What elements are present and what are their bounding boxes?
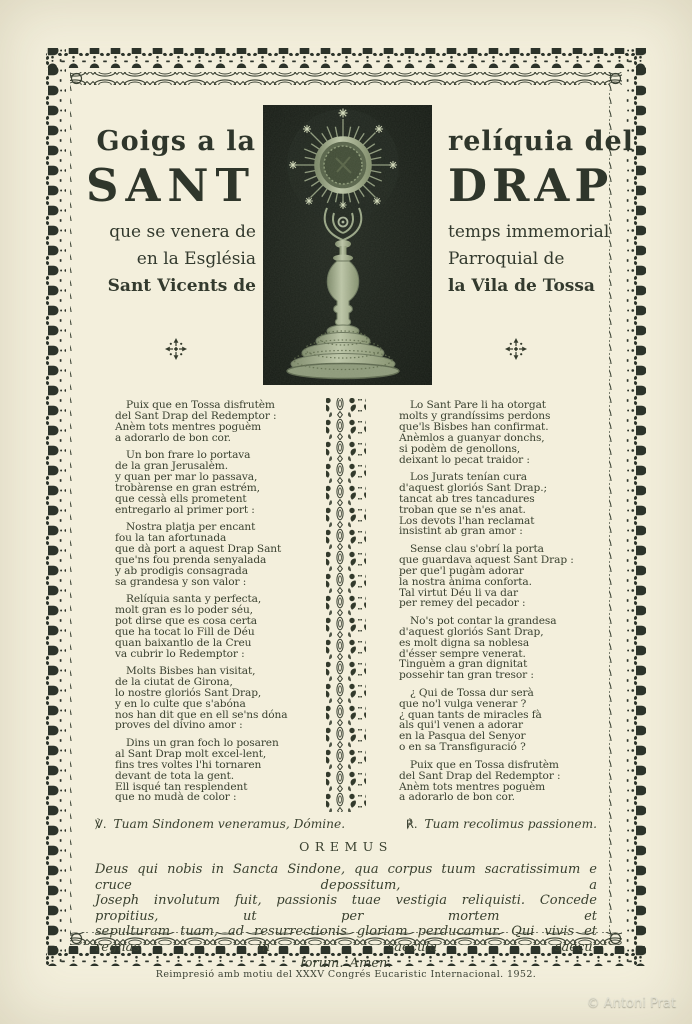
stanza: No's pot contar la grandesa d'aquest gloriós Sant Drap, es molt digna sa noblesa d'ésser sempre venerat. Tinguèm a gran dignitat possehir tan gran tresor : bbox=[399, 614, 557, 682]
title-right-small: relíquia del bbox=[448, 126, 634, 157]
monstrance-photo bbox=[263, 105, 432, 385]
prayer-line: Deus qui nobis in Sancta Sindone, qua corpus tuum sacratissimum e cruce depossitum, a bbox=[95, 862, 597, 893]
versicle-symbol: ℣. bbox=[95, 817, 107, 831]
footer-imprint: Reimpresió amb motiu del XXXV Congrés Eucaristic Internacional. 1952. bbox=[155, 969, 537, 980]
subtitle-left-2: en la Església bbox=[136, 249, 256, 269]
title-left-main: SANT bbox=[85, 159, 256, 212]
versicle-text: Tuam Sindonem veneramus, Dómine. bbox=[113, 817, 346, 831]
versicle-response-row bbox=[95, 817, 597, 831]
stanza: Los Jurats tenían cura d'aquest gloriós Sant Drap.; tancat ab tres tancadures troban que se n'es anat. Los devots l'han reclamat insistint ab gran amor : bbox=[399, 470, 547, 538]
subtitle-left-1: que se venera de bbox=[109, 222, 256, 242]
title-right-main: DRAP bbox=[448, 159, 614, 212]
prayer-line-last: lorum. Amen. bbox=[300, 955, 392, 971]
prayer-line: Joseph involutum fuit, passionis tuae vestigia reliquisti. Concede propitius, ut per mortem et bbox=[95, 893, 597, 924]
stanza: Dins un gran foch lo posaren al Sant Drap molt excel-lent, fins tres voltes l'hi tornaren devant de tota la gent. Ell isqué tan resplendent que no mudà de color : bbox=[115, 736, 279, 804]
prayer-line: sepulturam tuam, ad resurrectionis gloriam perducamur. Qui vivis et regnas in saecula saecu- bbox=[95, 924, 597, 955]
subtitle-right-3: la Vila de Tossa bbox=[448, 276, 595, 296]
title-left-small: Goigs a la bbox=[96, 126, 256, 157]
stanza: Molts Bisbes han visitat, de la ciutat de Girona, lo nostre gloriós Sant Drap, y en lo culte que s'abóna nos han dit que en ell se'ns dóna proves del divino amor : bbox=[115, 664, 288, 732]
stanza: Puix que en Tossa disfrutèm del Sant Drap del Redemptor : Anèm tots mentres poguèm a adorarlo de bon cor. bbox=[399, 758, 561, 804]
header-left-block bbox=[58, 128, 256, 305]
stanza: Nostra platja per encant fou la tan afortunada que dà port a aquest Drap Sant que'ns fou prenda senyalada y ab prodigis consagrada sa grandesa y son valor : bbox=[115, 521, 282, 588]
header-right-block bbox=[448, 128, 648, 305]
latin-prayer bbox=[95, 862, 597, 971]
stanza: Relíquia santa y perfecta, molt gran es lo poder séu, pot dirse que es cosa certa que ha tocat lo Fill de Déu quan baixantlo de la Creu va cubrir lo Redemptor : bbox=[115, 593, 262, 660]
versicle bbox=[95, 817, 345, 831]
stanza: Sense clau s'obrí la porta que guardava aquest Sant Drap : per que'l pugàm adorar la nostra ànima conforta. Tal virtut Déu li va dar per remey del pecador : bbox=[399, 542, 574, 610]
verse-column-left bbox=[115, 400, 315, 810]
fleuron-snowflake-right bbox=[505, 338, 527, 360]
verse-column-right bbox=[399, 400, 599, 810]
response-symbol: ℟. bbox=[405, 817, 418, 831]
stanza: Un bon frare lo portava de la gran Jerusalèm. y quan per mar lo passava, trobàrense en gran estrém, que cessà ells prometent entregarlo al primer port : bbox=[115, 449, 260, 516]
column-divider-ornament bbox=[326, 398, 366, 812]
oremus-heading: OREMUS bbox=[299, 839, 393, 854]
stanza: ¿ Qui de Tossa dur serà que no'l vulga venerar ? ¿ quan tants de miracles fà als qui'l venen a adorar en la Pasqua del Senyor o en sa Transfiguració ? bbox=[399, 686, 542, 754]
photographer-watermark: © Antoni Prat bbox=[586, 996, 676, 1011]
stanza: Lo Sant Pare li ha otorgat molts y grandíssims perdons que'ls Bisbes han confirmat. Anèmlos a guanyar donchs, si podèm de genollons, deixant lo pecat traidor : bbox=[399, 399, 551, 466]
stanza: Puix que en Tossa disfrutèm del Sant Drap del Redemptor : Anèm tots mentres poguèm a adorarlo de bon cor. bbox=[115, 399, 277, 444]
response-text: Tuam recolimus passionem. bbox=[424, 817, 597, 831]
subtitle-right-1: temps immemorial bbox=[448, 222, 610, 242]
subtitle-left-3: Sant Vicents de bbox=[107, 276, 256, 296]
fleuron-snowflake-left bbox=[165, 338, 187, 360]
response bbox=[406, 817, 597, 831]
subtitle-right-2: Parroquial de bbox=[448, 249, 565, 269]
